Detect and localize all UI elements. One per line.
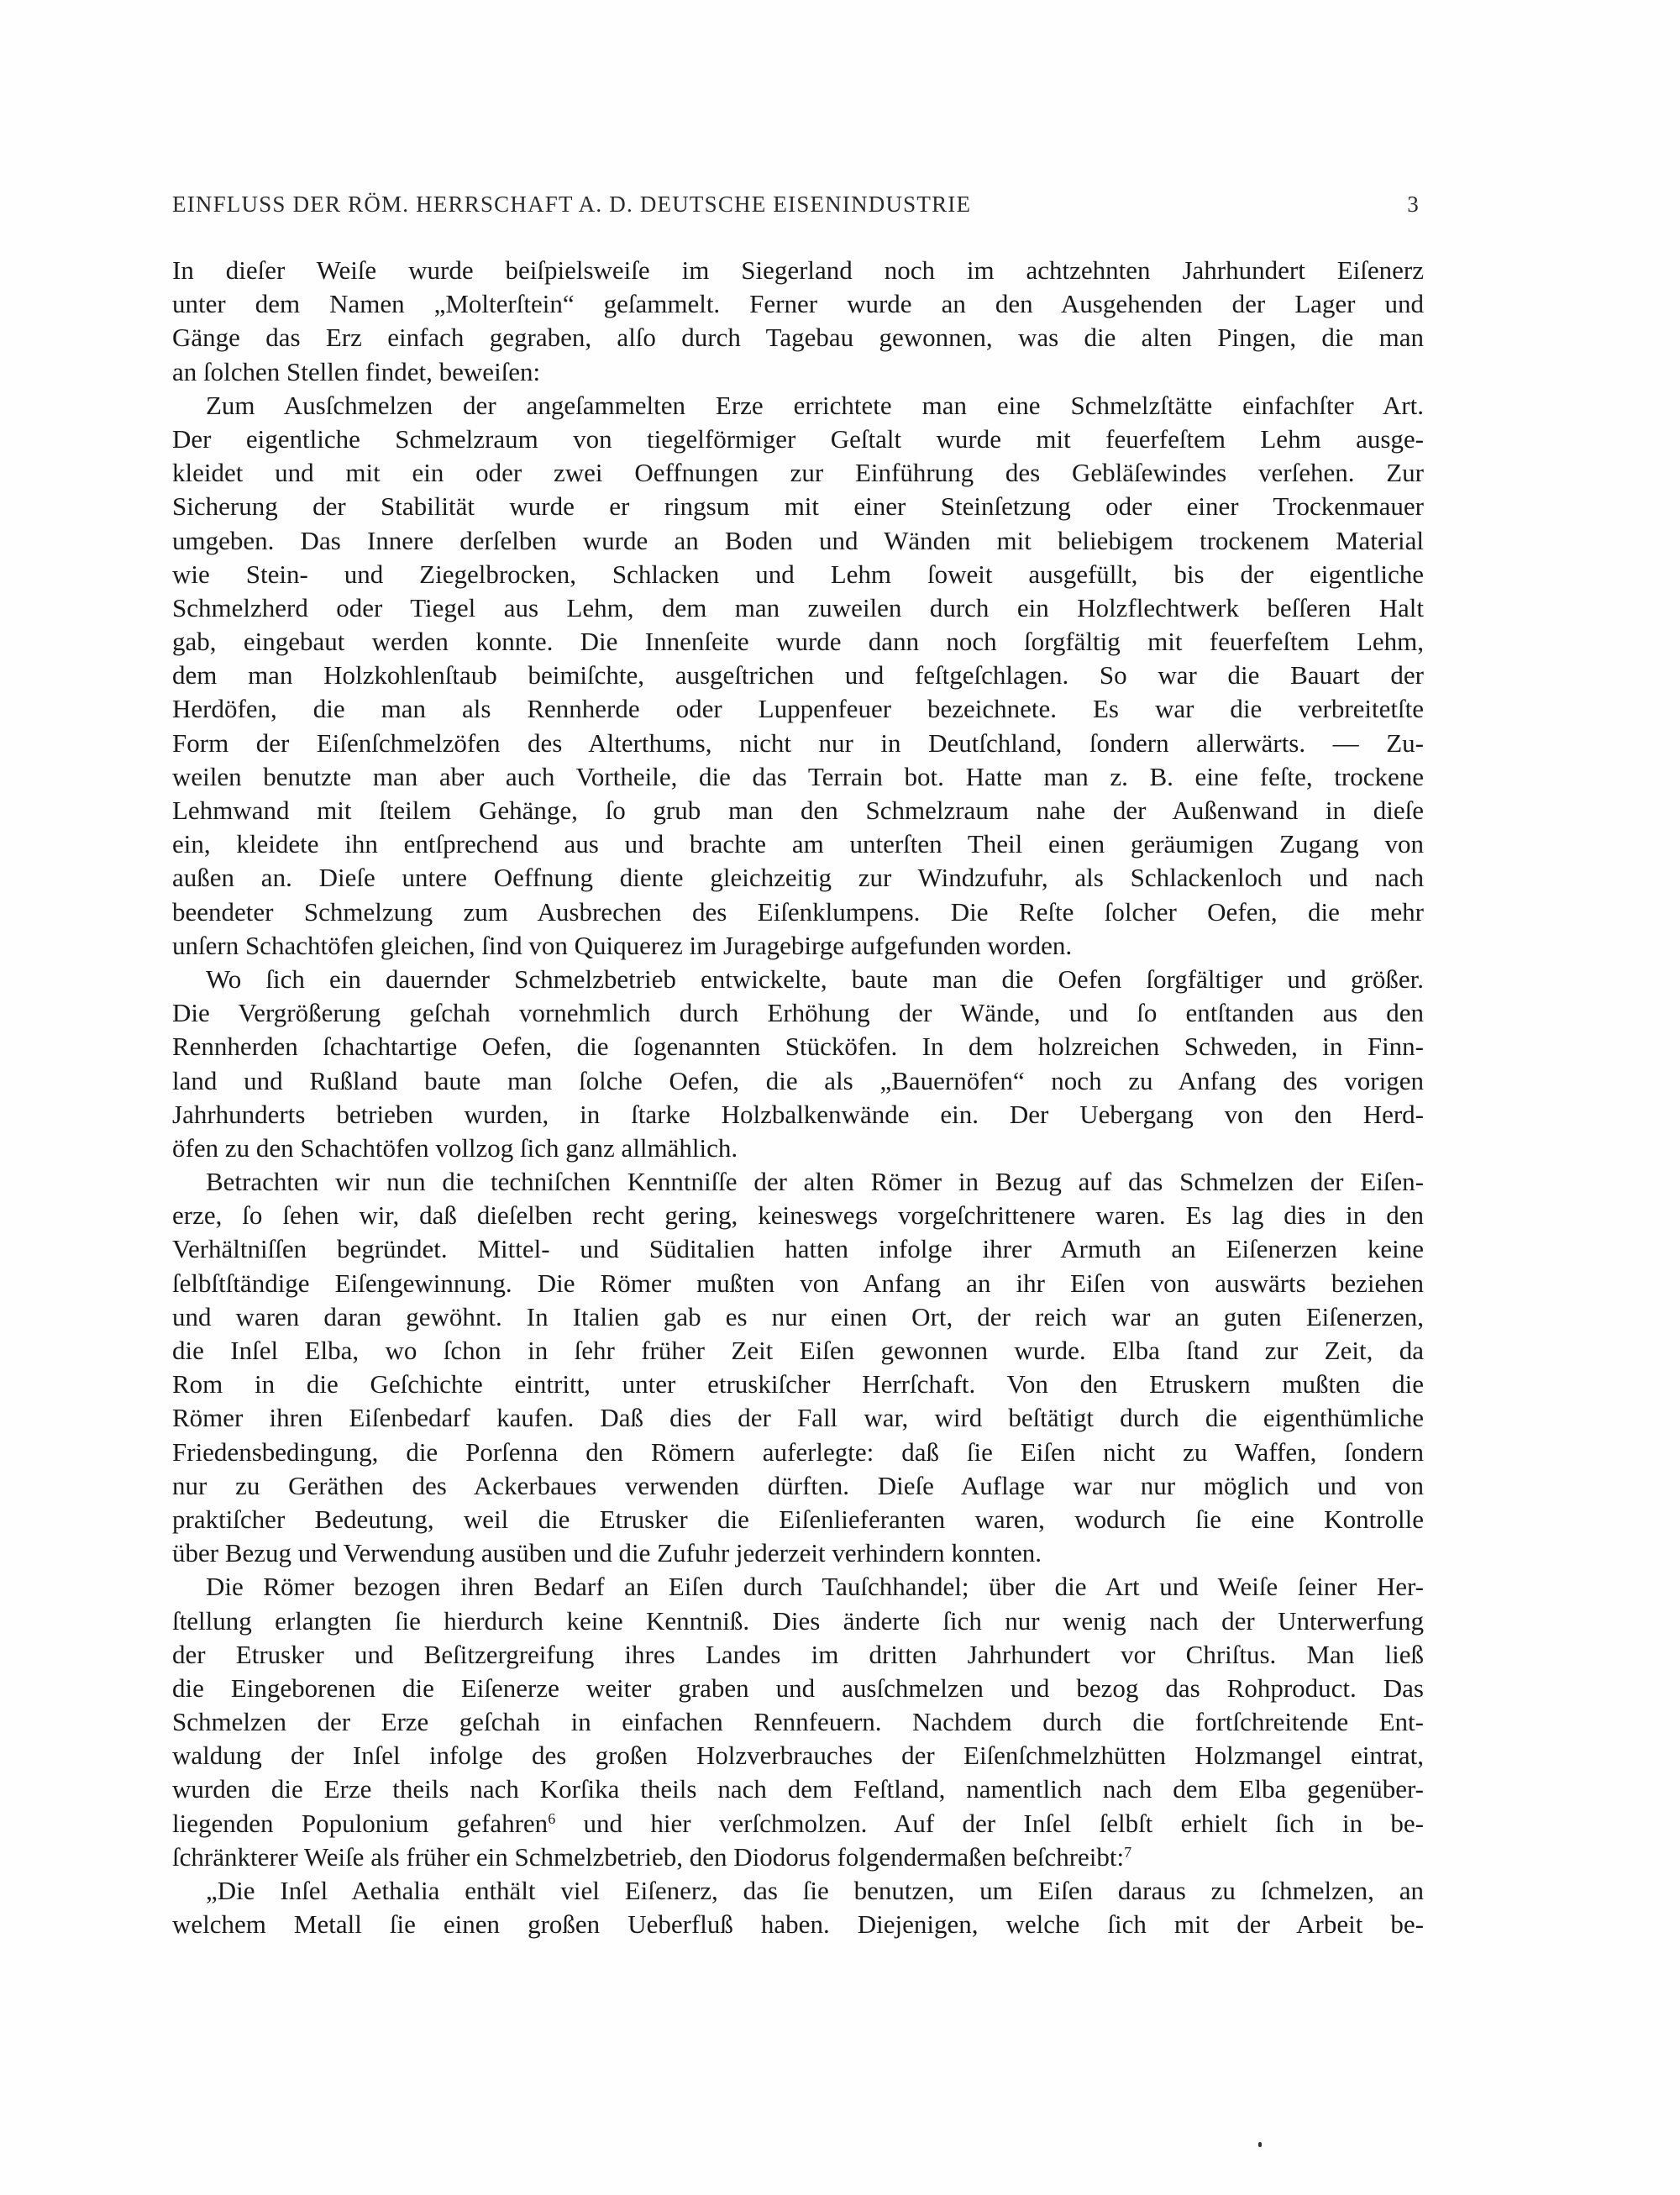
text-line: an ſolchen Stellen findet, beweiſen: [172, 356, 541, 386]
text-line: ſtellung erlangten ſie hierdurch keine Kenntniß. Dies änderte ſich nur wenig nach der Unterwerfung [172, 1605, 1424, 1636]
text-line-footnote-6 [172, 1807, 1424, 1841]
line-text-after: und hier verſchmolzen. Auf der Inſel ſelbſt erhielt ſich in be- [555, 1808, 1424, 1838]
text-line: umgeben. Das Innere derſelben wurde an Boden und Wänden mit beliebigem trockenem Material [172, 525, 1424, 555]
text-line-footnote-7 [172, 1841, 1424, 1874]
text-line: Jahrhunderts betrieben wurden, in ſtarke Holzbalkenwände ein. Der Uebergang von den Herd- [172, 1099, 1424, 1129]
text-line: öfen zu den Schachtöfen vollzog ſich ganz allmählich. [172, 1132, 738, 1163]
text-line: nur zu Geräthen des Ackerbaues verwenden dürften. Dieſe Auflage war nur möglich und von [172, 1470, 1424, 1500]
text-line: Die Römer bezogen ihren Bedarf an Eiſen durch Tauſchhandel; über die Art und Weiſe ſeiner Her- [206, 1572, 1424, 1602]
body-text [172, 254, 1424, 1941]
text-line: Herdöfen, die man als Rennherde oder Luppenfeuer bezeichnete. Es war die verbreitetſte [172, 694, 1424, 724]
text-line: Römer ihren Eiſenbedarf kaufen. Daß dies der Fall war, wird beſtätigt durch die eigenthümliche [172, 1403, 1424, 1433]
text-line: die Inſel Elba, wo ſchon in ſehr früher Zeit Eiſen gewonnen wurde. Elba ſtand zur Zeit, da [172, 1336, 1424, 1365]
text-line: unter dem Namen „Molterſtein“ geſammelt. Ferner wurde an den Ausgehenden der Lager und [172, 289, 1424, 319]
text-line: praktiſcher Bedeutung, weil die Etrusker die Eiſenlieferanten waren, wodurch ſie eine Kontrolle [172, 1504, 1424, 1534]
text-line: außen an. Dieſe untere Oeffnung diente gleichzeitig zur Windzufuhr, als Schlackenloch und nach [172, 863, 1424, 893]
text-line: Schmelzen der Erze geſchah in einfachen Rennfeuern. Nachdem durch die fortſchreitende Ent- [172, 1707, 1424, 1737]
text-line: Rennherden ſchachtartige Oefen, die ſogenannten Stücköfen. In dem holzreichen Schweden, in Finn- [172, 1032, 1424, 1062]
text-line: dem man Holzkohlenſtaub beimiſchte, ausgeſtrichen und feſtgeſchlagen. So war die Bauart der [172, 660, 1424, 691]
text-line: Wo ſich ein dauernder Schmelzbetrieb entwickelte, baute man die Oefen ſorgfältiger und größer. [206, 964, 1424, 994]
text-line: „Die Inſel Aethalia enthält viel Eiſenerz, das ſie benutzen, um Eiſen daraus zu ſchmelzen, an [206, 1876, 1424, 1905]
text-line: Betrachten wir nun die techniſchen Kenntniſſe der alten Römer in Bezug auf das Schmelzen der Eiſen- [206, 1167, 1424, 1197]
text-line: gab, eingebaut werden konnte. Die Innenſeite wurde dann noch ſorgfältig mit feuerfeſtem Lehm, [172, 627, 1424, 657]
text-line: waldung der Inſel infolge des großen Holzverbrauches der Eiſenſchmelzhütten Holzmangel eintrat, [172, 1741, 1424, 1771]
footnote-marker-7[interactable]: 7 [1124, 1843, 1132, 1861]
text-line: land und Rußland baute man ſolche Oefen, die als „Bauernöfen“ noch zu Anfang des vorigen [172, 1065, 1424, 1095]
text-line: kleidet und mit ein oder zwei Oeffnungen zur Einführung des Gebläſewindes verſehen. Zur [172, 458, 1424, 488]
text-line: die Eingeborenen die Eiſenerze weiter graben und ausſchmelzen und bezog das Rohproduct. Das [172, 1673, 1424, 1703]
scan-artifact-speck [1258, 2142, 1262, 2147]
text-line: Form der Eiſenſchmelzöfen des Alterthums, nicht nur in Deutſchland, ſondern allerwärts. — Zu- [172, 727, 1424, 758]
text-line: erze, ſo ſehen wir, daß dieſelben recht gering, keineswegs vorgeſchrittenere waren. Es lag dies in den [172, 1200, 1424, 1231]
page-number: 3 [1407, 192, 1420, 217]
running-title: EINFLUSS DER RÖM. HERRSCHAFT A. D. DEUTSCHE EISENINDUSTRIE [172, 192, 972, 217]
text-line: ſelbſtſtändige Eiſengewinnung. Die Römer mußten von Anfang an ihr Eiſen von auswärts beziehen [172, 1268, 1424, 1298]
text-line: unſern Schachtöfen gleichen, ſind von Quiquerez im Juragebirge aufgefunden worden. [172, 930, 1073, 960]
paragraph-3 [172, 963, 1424, 1165]
text-line: Gänge das Erz einfach gegraben, alſo durch Tagebau gewonnen, was die alten Pingen, die man [172, 323, 1424, 353]
text-line: der Etrusker und Beſitzergreifung ihres Landes im dritten Jahrhundert vor Chriſtus. Man ließ [172, 1639, 1424, 1669]
text-line: weilen benutzte man aber auch Vortheile, die das Terrain bot. Hatte man z. B. eine feſte, trockene [172, 761, 1424, 791]
text-line: Sicherung der Stabilität wurde er ringsum mit einer Steinſetzung oder einer Trockenmauer [172, 491, 1424, 522]
line-text-before: liegenden Populonium gefahren [172, 1808, 549, 1838]
text-line: ein, kleidete ihn entſprechend aus und brachte am unterſten Theil einen geräumigen Zugang von [172, 829, 1424, 859]
footnote-marker-6[interactable]: 6 [548, 1809, 556, 1827]
text-line: Zum Ausſchmelzen der angeſammelten Erze errichtete man eine Schmelzſtätte einfachſter Art. [206, 390, 1424, 420]
paragraph-4 [172, 1165, 1424, 1570]
text-line: Schmelzherd oder Tiegel aus Lehm, dem man zuweilen durch ein Holzflechtwerk beſſeren Halt [172, 592, 1424, 622]
text-line: Verhältniſſen begründet. Mittel- und Süditalien hatten infolge ihrer Armuth an Eiſenerzen keine [172, 1234, 1424, 1264]
text-line: beendeter Schmelzung zum Ausbrechen des Eiſenklumpens. Die Reſte ſolcher Oefen, die mehr [172, 896, 1424, 927]
running-header [172, 192, 1420, 225]
text-line: wie Stein- und Ziegelbrocken, Schlacken und Lehm ſoweit ausgefüllt, bis der eigentliche [172, 559, 1424, 589]
text-line: über Bezug und Verwendung ausüben und die Zufuhr jederzeit verhindern konnten. [172, 1538, 1042, 1568]
text-line: und waren daran gewöhnt. In Italien gab es nur einen Ort, der reich war an guten Eiſenerzen, [172, 1301, 1424, 1331]
text-line: Lehmwand mit ſteilem Gehänge, ſo grub man den Schmelzraum nahe der Außenwand in dieſe [172, 796, 1424, 825]
paragraph-6 [172, 1874, 1424, 1941]
text-line: Der eigentliche Schmelzraum von tiegelförmiger Geſtalt wurde mit feuerfeſtem Lehm ausge- [172, 423, 1424, 454]
text-line: wurden die Erze theils nach Korſika theils nach dem Feſtland, namentlich nach dem Elba gegenüber- [172, 1774, 1424, 1804]
text-line: Rom in die Geſchichte eintritt, unter etruskiſcher Herrſchaft. Von den Etruskern mußten die [172, 1369, 1424, 1399]
text-line: Die Vergrößerung geſchah vornehmlich durch Erhöhung der Wände, und ſo entſtanden aus den [172, 998, 1424, 1028]
text-line: Friedensbedingung, die Porſenna den Römern auferlegte: daß ſie Eiſen nicht zu Waffen, ſondern [172, 1436, 1424, 1467]
paragraph-1 [172, 254, 1424, 389]
text-line: In dieſer Weiſe wurde beiſpielsweiſe im Siegerland noch im achtzehnten Jahrhundert Eiſenerz [172, 255, 1424, 285]
paragraph-2 [172, 389, 1424, 963]
text-line: welchem Metall ſie einen großen Ueberfluß haben. Diejenigen, welche ſich mit der Arbeit be- [172, 1909, 1424, 1940]
line-text-before: ſchränkterer Weiſe als früher ein Schmelzbetrieb, den Diodorus folgendermaßen beſchreibt: [172, 1841, 1125, 1872]
paragraph-5 [172, 1570, 1424, 1874]
